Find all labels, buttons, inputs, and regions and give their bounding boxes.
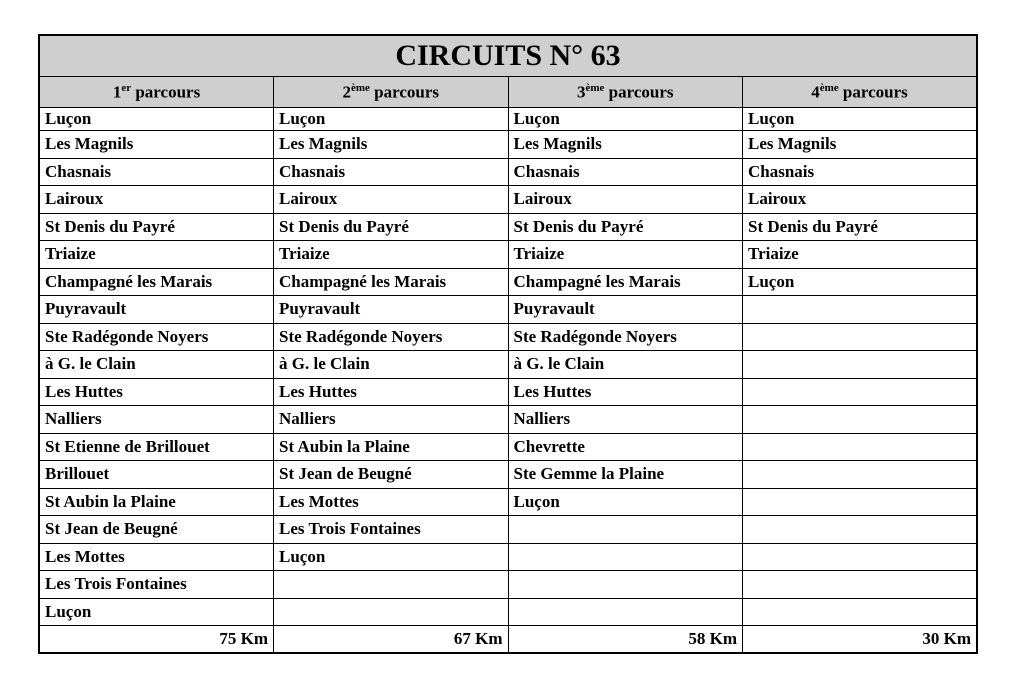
route-stop: Ste Radégonde Noyers: [39, 323, 274, 351]
table-row: [39, 323, 977, 351]
table-row: [39, 241, 977, 269]
route-stop: St Jean de Beugné: [274, 461, 509, 489]
route-stop: [274, 571, 509, 599]
route-stop: Lairoux: [508, 186, 743, 214]
route-stop: Luçon: [274, 543, 509, 571]
route-stop: Les Magnils: [274, 131, 509, 159]
table-row: [39, 378, 977, 406]
route-stop: à G. le Clain: [39, 351, 274, 379]
column-header-3: 3ème parcours: [508, 77, 743, 108]
route-stop: [508, 543, 743, 571]
route-stop: à G. le Clain: [274, 351, 509, 379]
route-stop: [743, 543, 978, 571]
table-row: [39, 213, 977, 241]
table-row: [39, 433, 977, 461]
route-stop: St Denis du Payré: [743, 213, 978, 241]
route-stop: Ste Gemme la Plaine: [508, 461, 743, 489]
route-stop: Champagné les Marais: [39, 268, 274, 296]
table-row: [39, 268, 977, 296]
route-stop: Les Mottes: [39, 543, 274, 571]
distance-total-3: 58 Km: [508, 626, 743, 654]
route-stop: Chevrette: [508, 433, 743, 461]
route-stop: [743, 433, 978, 461]
route-stop: St Denis du Payré: [39, 213, 274, 241]
route-stop: Lairoux: [743, 186, 978, 214]
route-stop: Les Trois Fontaines: [39, 571, 274, 599]
distance-total-4: 30 Km: [743, 626, 978, 654]
route-stop: Luçon: [743, 268, 978, 296]
table-row: [39, 131, 977, 159]
route-stop: Les Huttes: [274, 378, 509, 406]
route-stop: [743, 516, 978, 544]
route-stop: à G. le Clain: [508, 351, 743, 379]
route-stop: Luçon: [508, 488, 743, 516]
route-stop: Triaize: [508, 241, 743, 269]
route-stop: Champagné les Marais: [508, 268, 743, 296]
route-stop: Les Huttes: [39, 378, 274, 406]
route-stop: Nalliers: [39, 406, 274, 434]
route-stop: Lairoux: [274, 186, 509, 214]
route-stop: St Aubin la Plaine: [39, 488, 274, 516]
route-stop: Les Magnils: [743, 131, 978, 159]
route-stop: St Etienne de Brillouet: [39, 433, 274, 461]
route-stop: Triaize: [743, 241, 978, 269]
table-row: [39, 186, 977, 214]
route-stop: Chasnais: [274, 158, 509, 186]
route-stop: Luçon: [274, 108, 509, 131]
route-stop: Puyravault: [508, 296, 743, 324]
column-header-1: 1er parcours: [39, 77, 274, 108]
column-header-2: 2ème parcours: [274, 77, 509, 108]
table-row: [39, 158, 977, 186]
route-stop: Les Mottes: [274, 488, 509, 516]
route-stop: Chasnais: [508, 158, 743, 186]
distance-total-2: 67 Km: [274, 626, 509, 654]
route-stop: St Denis du Payré: [508, 213, 743, 241]
route-stop: St Aubin la Plaine: [274, 433, 509, 461]
route-stop: Les Magnils: [39, 131, 274, 159]
route-stop: Chasnais: [743, 158, 978, 186]
route-stop: Nalliers: [508, 406, 743, 434]
route-stop: Champagné les Marais: [274, 268, 509, 296]
route-stop: Luçon: [39, 598, 274, 626]
route-stop: Chasnais: [39, 158, 274, 186]
route-stop: Ste Radégonde Noyers: [508, 323, 743, 351]
route-stop: [508, 598, 743, 626]
table-row: [39, 351, 977, 379]
table-row: [39, 406, 977, 434]
route-stop: Brillouet: [39, 461, 274, 489]
table-row: [39, 516, 977, 544]
circuits-sheet: [38, 34, 978, 654]
route-stop: Les Magnils: [508, 131, 743, 159]
table-row: [39, 108, 977, 131]
route-stop: Ste Radégonde Noyers: [274, 323, 509, 351]
route-stop: [274, 598, 509, 626]
route-stop: St Jean de Beugné: [39, 516, 274, 544]
route-stop: [743, 461, 978, 489]
route-stop: [743, 323, 978, 351]
route-stop: Luçon: [39, 108, 274, 131]
route-stop: [508, 571, 743, 599]
route-stop: St Denis du Payré: [274, 213, 509, 241]
distance-total-1: 75 Km: [39, 626, 274, 654]
column-headers: [39, 77, 977, 108]
route-stop: [743, 406, 978, 434]
table-row: [39, 598, 977, 626]
route-stop: Luçon: [508, 108, 743, 131]
route-stop: Triaize: [274, 241, 509, 269]
route-stop: Les Trois Fontaines: [274, 516, 509, 544]
circuits-table: [38, 34, 978, 654]
route-stop: [743, 351, 978, 379]
route-stop: [743, 378, 978, 406]
table-row: [39, 461, 977, 489]
route-stop: Puyravault: [274, 296, 509, 324]
route-stop: Puyravault: [39, 296, 274, 324]
column-header-4: 4ème parcours: [743, 77, 978, 108]
route-stop: [743, 296, 978, 324]
route-stop: Nalliers: [274, 406, 509, 434]
table-row: [39, 543, 977, 571]
table-row: [39, 571, 977, 599]
route-stop: Luçon: [743, 108, 978, 131]
route-stop: [743, 571, 978, 599]
page-title: CIRCUITS N° 63: [39, 35, 977, 77]
route-stop: [508, 516, 743, 544]
route-stop: Triaize: [39, 241, 274, 269]
route-stop: Les Huttes: [508, 378, 743, 406]
route-list: [39, 108, 977, 626]
totals-row: [39, 626, 977, 654]
route-stop: [743, 488, 978, 516]
route-stop: Lairoux: [39, 186, 274, 214]
table-row: [39, 296, 977, 324]
table-row: [39, 488, 977, 516]
route-stop: [743, 598, 978, 626]
